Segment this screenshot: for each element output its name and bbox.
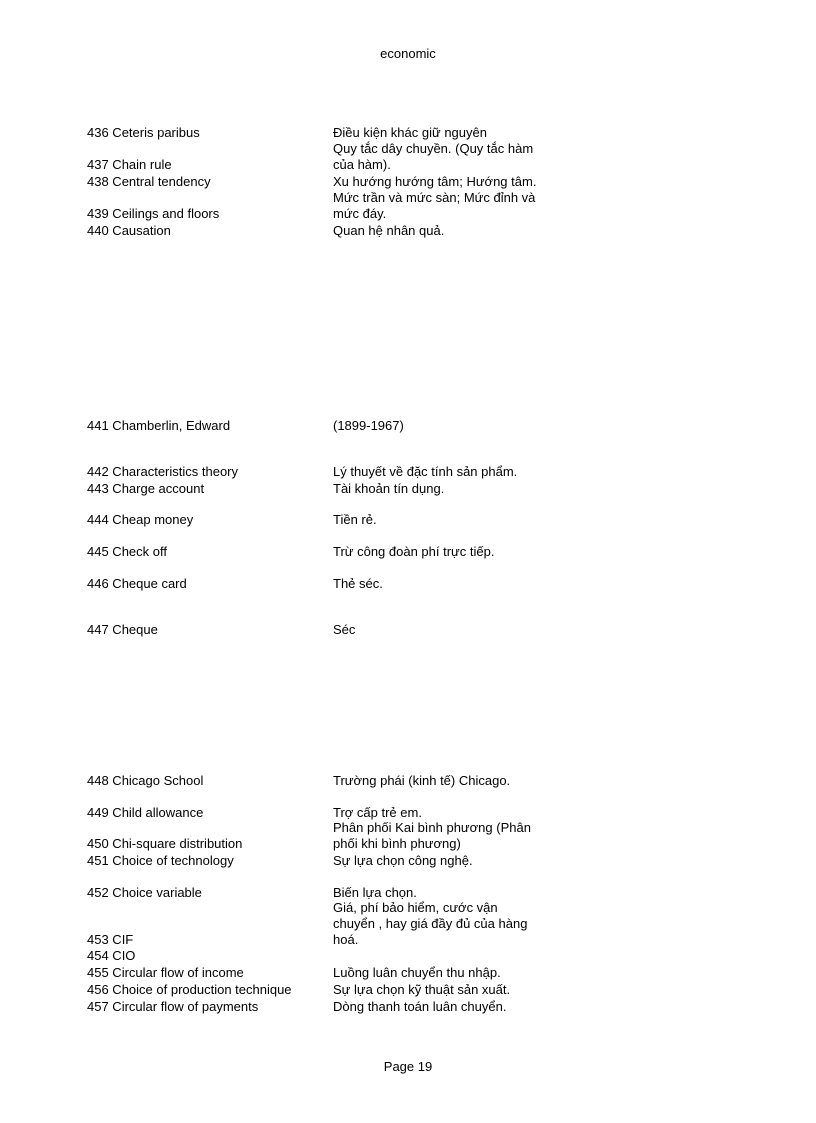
entry-definition: Luồng luân chuyển thu nhập.	[333, 965, 501, 980]
entry-term: 444 Cheap money	[87, 512, 194, 527]
entry-term: 441 Chamberlin, Edward	[87, 418, 231, 433]
entry-definition: Trường phái (kinh tế) Chicago.	[333, 773, 511, 788]
entry-definition: Tài khoản tín dụng.	[333, 481, 445, 496]
entry-definition: Thẻ séc.	[333, 576, 383, 591]
entry-definition: Trợ cấp trẻ em.	[333, 805, 422, 820]
entry-term: 436 Ceteris paribus	[87, 125, 200, 140]
entry-definition: Tiền rẻ.	[333, 512, 377, 527]
entry-definition: Giá, phí bảo hiểm, cước vận chuyển , hay giá đầy đủ của hàng hoá.	[333, 900, 528, 947]
entry-definition: (1899-1967)	[333, 418, 404, 433]
entry-definition: Sự lựa chọn công nghệ.	[333, 853, 473, 868]
entry-definition: Séc	[333, 622, 356, 637]
entry-definition: Biến lựa chọn.	[333, 885, 417, 900]
entry-term: 449 Child allowance	[87, 805, 204, 820]
entry-term: 447 Cheque	[87, 622, 158, 637]
entry-definition: Điều kiện khác giữ nguyên	[333, 125, 487, 140]
entry-definition: Mức trần và mức sàn; Mức đỉnh và mức đáy.	[333, 190, 536, 221]
entry-definition: Trừ công đoàn phí trực tiếp.	[333, 544, 495, 559]
entry-definition: Dòng thanh toán luân chuyển.	[333, 999, 507, 1014]
entry-definition: Quy tắc dây chuyền. (Quy tắc hàm của hàm).	[333, 141, 534, 172]
entry-term: 452 Choice variable	[87, 885, 202, 900]
entry-term: 457 Circular flow of payments	[87, 999, 259, 1014]
entry-term: 454 CIO	[87, 948, 136, 963]
entry-definition: Sự lựa chọn kỹ thuật sản xuất.	[333, 982, 511, 997]
page-footer: Page 19	[383, 1059, 433, 1074]
entry-definition: Quan hệ nhân quả.	[333, 223, 445, 238]
entry-term: 448 Chicago School	[87, 773, 204, 788]
entry-definition: Phân phối Kai bình phương (Phân phối khi bình phương)	[333, 820, 531, 851]
entry-term: 438 Central tendency	[87, 174, 211, 189]
entry-term: 455 Circular flow of income	[87, 965, 244, 980]
entry-term: 450 Chi-square distribution	[87, 836, 243, 851]
entry-term: 445 Check off	[87, 544, 167, 559]
entry-term: 456 Choice of production technique	[87, 982, 292, 997]
entry-term: 442 Characteristics theory	[87, 464, 239, 479]
entry-term: 453 CIF	[87, 932, 134, 947]
entry-definition: Lý thuyết về đặc tính sản phẩm.	[333, 464, 518, 479]
entry-term: 443 Charge account	[87, 481, 205, 496]
entry-term: 451 Choice of technology	[87, 853, 234, 868]
entry-definition: Xu hướng hướng tâm; Hướng tâm.	[333, 174, 537, 189]
entry-term: 437 Chain rule	[87, 157, 172, 172]
entry-term: 440 Causation	[87, 223, 171, 238]
entry-term: 446 Cheque card	[87, 576, 187, 591]
page-header: economic	[380, 46, 436, 61]
entry-term: 439 Ceilings and floors	[87, 206, 220, 221]
